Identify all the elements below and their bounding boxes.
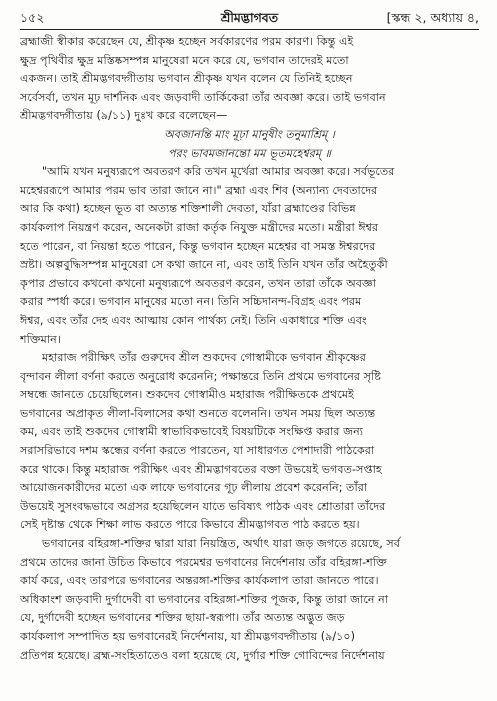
text-line: একজন। তাই শ্রীমদ্ভগবদ্গীতায় ভগবান শ্রীকৃষ্ণ যখন বলেন যে তিনিই হচ্ছেন [20, 72, 353, 86]
text-line: ঈশ্বর, এবং তাঁর দেহ এবং আত্মায় কোন পার্থক্য নেই। তিনি একাধারে শক্তি এবং [20, 313, 367, 327]
text-line: বৃন্দাবন লীলা বর্ণনা করতে অনুরোধ করেননি; পক্ষান্তরে তিনি প্রথমে ভগবানের সৃষ্টি [20, 369, 381, 383]
text-line: ভগবানের অপ্রাকৃত লীলা-বিলাসের কথা শুনতে বলেননি। তখন সময় ছিল অত্যন্ত [20, 406, 376, 420]
text-line: প্রথমে তাদের জানা উচিত কিভাবে পরমেশ্বর ভগবানের নির্দেশনায় তাঁর বহিরঙ্গা-শক্তি [20, 555, 387, 569]
text-line: ক্ষুদ্র পৃথিবীর ক্ষুদ্র মস্তিষ্কসম্পন্ন মানুষেরা মনে করে যে, ভগবান তাদেরই মতো [20, 53, 349, 67]
text-line: কৃপার প্রভাবে কখনো কখনো মনুষ্যরূপে অবতরণ করেন, তখন তারা তাঁকে অবজ্ঞা [20, 276, 376, 290]
paragraph [20, 535, 479, 665]
text-line: যে, দুর্গাদেবী হচ্ছেন ভগবানের শক্তির ছায়া-স্বরূপা। তাঁর অত্যন্ত অদ্ভুত জড় [20, 611, 345, 625]
text-line: কম, এবং তাই শুকদেব গোস্বামী স্বাভাবিকভাবেই বিষয়টিকে সংক্ষিপ্ত করার জন্য [20, 425, 364, 439]
text-line: সর্বেসর্বা, তখন মূঢ় দার্শনিক এবং জড়বাদী তার্কিকেরা তাঁর অবজ্ঞা করে। তাই ভগবান [20, 90, 386, 104]
text-line: ভগবানের বহিরঙ্গা-শক্তির দ্বারা যারা নিয়ন্ত্রিত, অর্থাৎ যারা জড় জগতে রয়েছে, সর্ব [42, 537, 400, 551]
text-line: কার্যকলাপ নিয়ন্ত্রণ করেন, অনেকটা রাজা কর্তৃক নিযুক্ত মন্ত্রীদের মতো। মন্ত্রীরা ঈশ্বর [20, 220, 379, 234]
paragraph [20, 163, 479, 349]
page-number: ১৫২ [20, 10, 45, 25]
text-line: শক্তিমান। [20, 332, 61, 346]
text-line: অধিকাংশ জড়বাদী দুর্গাদেবী বা ভগবানের বহিরঙ্গা-শক্তির পূজক, কিন্তু তারা জানে না [20, 592, 389, 606]
text-line: প্রতিপন্ন হয়েছে। ব্রহ্ম-সংহিতাতেও বলা হয়েছে যে, দুর্গার শক্তি গোবিন্দের নির্দেশনায় [20, 648, 385, 662]
text-line: কার্য করে, এবং তারপরে ভগবানের অন্তরঙ্গা-শক্তির কার্যকলাপ তারা জানতে পারে। [20, 574, 379, 588]
text-line: হতে পারেন, বা নিয়ন্তা হতে পারেন, কিন্তু ভগবান হচ্ছেন মহেশ্বর বা সমস্ত ঈশ্বরদের [20, 239, 376, 253]
verse-line: অবজানন্তি মাং মূঢ়া মানুষীং তনুমাশ্রিম্ । [164, 127, 335, 141]
text-line: স্রষ্টা। অল্পবুদ্ধিসম্পন্ন মানুষেরা সে কথা জানে না, এবং তাই তিনি যখন তাঁর অহৈতুকী [20, 258, 388, 272]
text-line: করে থাকে। কিন্তু মহারাজ পরীক্ষিৎ এবং শ্রীমদ্ভাগবতের বক্তা উভয়েই ভগবত-সপ্তাহ [20, 462, 382, 476]
verse-block [20, 126, 479, 163]
verse-line: পরং ভাবমজানন্তো মম ভূতমহেশ্বরম্ ॥ [167, 146, 331, 160]
text-line: আর কি কথা) হচ্ছেন ভূত বা অত্যন্ত শক্তিশালী দেবতা, যাঁরা ব্রহ্মাণ্ডের বিভিন্ন [20, 202, 356, 216]
text-line: কার্যকলাপ সম্পাদিত হয় ভগবানেরই নির্দেশনায়, যা শ্রীমদ্ভগবদ্গীতায় (৯/১০) [20, 630, 356, 643]
text-line: সরাসরিভাবে দশম স্কন্ধের বর্ণনা করতে পারতেন, যা সাধারণত পেশাদারী পাঠকেরা [20, 444, 375, 458]
paragraph [20, 33, 479, 126]
text-line: মহারাজ পরীক্ষিৎ তাঁর গুরুদেব শ্রীল শুকদেব গোস্বামীকে ভগবান শ্রীকৃষ্ণের [42, 351, 366, 365]
text-line: মহেশ্বররূপে আমার পরম ভাব তারা জানে না।" ব্রহ্মা এবং শিব (অন্যান্য দেবতাদের [20, 183, 378, 197]
text-line: "আমি যখন মনুষ্যরূপে অবতরণ করি তখন মূর্খেরা আমার অবজ্ঞা করে। সর্বভূতের [42, 165, 395, 179]
text-line: শ্রীমদ্ভগবদ্গীতায় (৯/১১) দুঃখ করে বলেছেন— [20, 109, 228, 123]
page-body [20, 33, 479, 695]
running-title: শ্রীমদ্ভাগবত [220, 10, 279, 25]
text-line: সেই দৃষ্টান্ত থেকে শিক্ষা লাভ করতে পারে কিভাবে শ্রীমদ্ভাগবত পাঠ করতে হয়। [20, 518, 360, 532]
text-line: সম্বন্ধে জানতে চেয়েছিলেন। শুকদেব গোস্বামীও মহারাজ পরীক্ষিতকে প্রথমেই [20, 388, 354, 402]
header-rule [20, 29, 479, 30]
paragraph [20, 349, 479, 535]
text-line: ব্রহ্মাজী স্বীকার করেছেন যে, শ্রীকৃষ্ণ হচ্ছেন সর্বকারণের পরম কারণ। কিন্তু এই [20, 35, 354, 48]
section-reference: [স্কন্ধ ২, অধ্যায় ৪, [386, 10, 479, 25]
text-line: আয়োজনকারীদের মতো এক লাফে ভগবানের গূঢ় লীলায় প্রবেশ করেননি; তাঁরা [20, 481, 368, 495]
text-line: করার স্পর্ধা করে। ভগবান মানুষের মতো নন। তিনি সচ্চিদানন্দ-বিগ্রহ এবং পরম [20, 295, 362, 309]
text-line: উভয়েই সুসংবদ্ধভাবে অগ্রসর হয়েছিলেন যাতে ভবিষ্যৎ পাঠক এবং শ্রোতারা তাঁদের [20, 499, 386, 513]
running-header [20, 8, 479, 30]
